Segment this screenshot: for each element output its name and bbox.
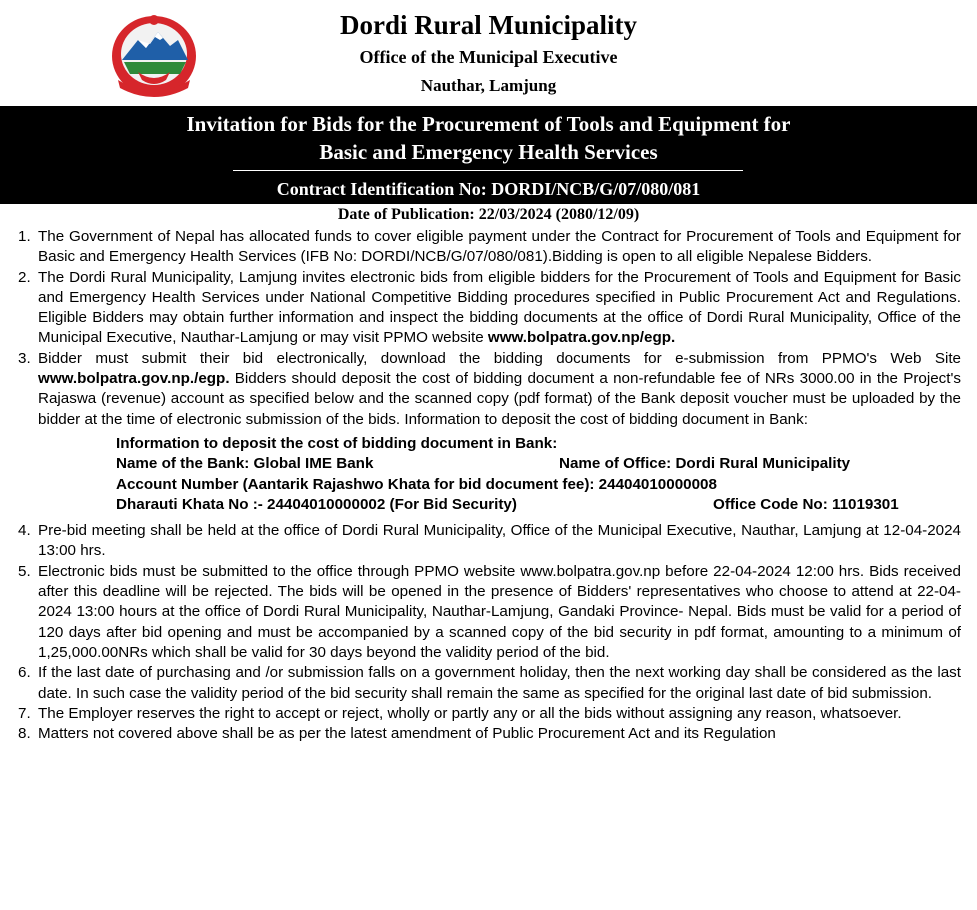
item-text: If the last date of purchasing and /or submission falls on a government holiday, then the next working day shall be considered as the last date. In such case the validity period of the bid security shall remain the same as specified for the original last date of bid submission. (38, 664, 961, 702)
item-text: The Government of Nepal has allocated funds to cover eligible payment under the Contract for Procurement of Tools and Equipment for Basic and Emergency Health Services (IFB No: DORDI/NCB/G/07/080/081).Bidding is open to all eligible Nepalese Bidders. (38, 228, 961, 266)
list-item (0, 227, 977, 268)
bank-row (116, 495, 961, 515)
list-item (0, 562, 977, 663)
item-number: 8. (18, 725, 31, 743)
list-item (0, 663, 977, 704)
bolpatra-link[interactable]: www.bolpatra.gov.np/egp. (487, 329, 676, 347)
bank-row (116, 454, 961, 474)
notice-title-line2: Basic and Emergency Health Services (319, 140, 658, 164)
office-location: Nauthar, Lamjung (420, 76, 557, 95)
item-number: 4. (18, 522, 31, 540)
item-number: 2. (18, 268, 31, 286)
list-item (0, 268, 977, 349)
item-text: Pre-bid meeting shall be held at the office of Dordi Rural Municipality, Office of the Municipal Executive, Nauthar, Lamjung at 12-04-2024 13:00 hrs. (38, 522, 961, 560)
list-item (0, 521, 977, 562)
account-number: Account Number (Aantarik Rajashwo Khata for bid document fee): 24404010000008 (116, 475, 717, 493)
item-text: Bidder must submit their bid electronically, download the bidding documents for e-submission from PPMO's Web Site (38, 349, 961, 367)
contract-id: Contract Identification No: DORDI/NCB/G/07/080/081 (276, 179, 701, 199)
office-name-info: Name of Office: Dordi Rural Municipality (559, 455, 851, 473)
bank-name: Name of the Bank: Global IME Bank (116, 455, 374, 473)
item-text: Electronic bids must be submitted to the office through PPMO website www.bolpatra.gov.np before 22-04-2024 12:00 hrs. Bids received after this deadline will be rejected. The bids will be opened in the presence of Bidders' representatives who choose to attend at 22-04-2024 13:00 hours at the office of Dordi Rural Municipality, Nauthar-Lamjung, Gandaki Province- Nepal. Bids must be valid for a period of 120 days after bid opening and must be accompanied by a scanned copy of the bid security in pdf format, amounting to a minimum of 1,25,000.00NRs which shall be valid for 30 days beyond the validity period of the bid. (38, 562, 961, 661)
publication-date: Date of Publication: 22/03/2024 (2080/12/09) (337, 206, 640, 223)
list-item (0, 349, 977, 430)
item-number: 1. (18, 228, 31, 245)
municipality-name: Dordi Rural Municipality (339, 10, 637, 40)
item-number: 3. (18, 349, 31, 367)
dharauti-account: Dharauti Khata No :- 24404010000002 (For Bid Security) (116, 495, 517, 513)
item-text: The Employer reserves the right to accept or reject, wholly or partly any or all the bids without assigning any reason, whatsoever. (38, 704, 902, 722)
list-item (0, 704, 977, 724)
notice-title-line1: Invitation for Bids for the Procurement of Tools and Equipment for (186, 112, 791, 136)
header (0, 0, 977, 106)
item-text: Bidders should deposit the cost of bidding document a non-refundable fee of NRs 3000.00 in the Project's Rajaswa (revenue) account as specified below and the scanned copy (pdf format) of the Bank deposit voucher must be uploaded by the bidder at the time of electronic submission of the bids. Information to deposit the cost of bidding document in Bank: (38, 370, 961, 428)
bolpatra-link[interactable]: www.bolpatra.gov.np./egp. (38, 370, 230, 388)
banner-divider (233, 170, 743, 171)
notice-body (0, 227, 977, 744)
item-number: 6. (18, 664, 31, 682)
title-banner (0, 106, 977, 204)
office-name: Office of the Municipal Executive (359, 47, 618, 67)
bank-info-heading: Information to deposit the cost of bidding document in Bank: (116, 434, 558, 452)
item-number: 5. (18, 562, 31, 580)
bank-info (0, 434, 977, 515)
item-text: Matters not covered above shall be as per the latest amendment of Public Procurement Act and its Regulation (38, 725, 776, 743)
list-item (0, 724, 977, 744)
item-number: 7. (18, 704, 31, 722)
office-code: Office Code No: 11019301 (713, 495, 899, 513)
item-text: The Dordi Rural Municipality, Lamjung invites electronic bids from eligible bidders for the Procurement of Tools and Equipment for Basic and Emergency Health Services under National Competitive Bidding procedures specified in Public Procurement Act and Regulations. Eligible Bidders may obtain further information and inspect the bidding documents at the office of Dordi Rural Municipality, Office of the Municipal Executive, Nauthar-Lamjung or may visit PPMO website (38, 268, 961, 347)
